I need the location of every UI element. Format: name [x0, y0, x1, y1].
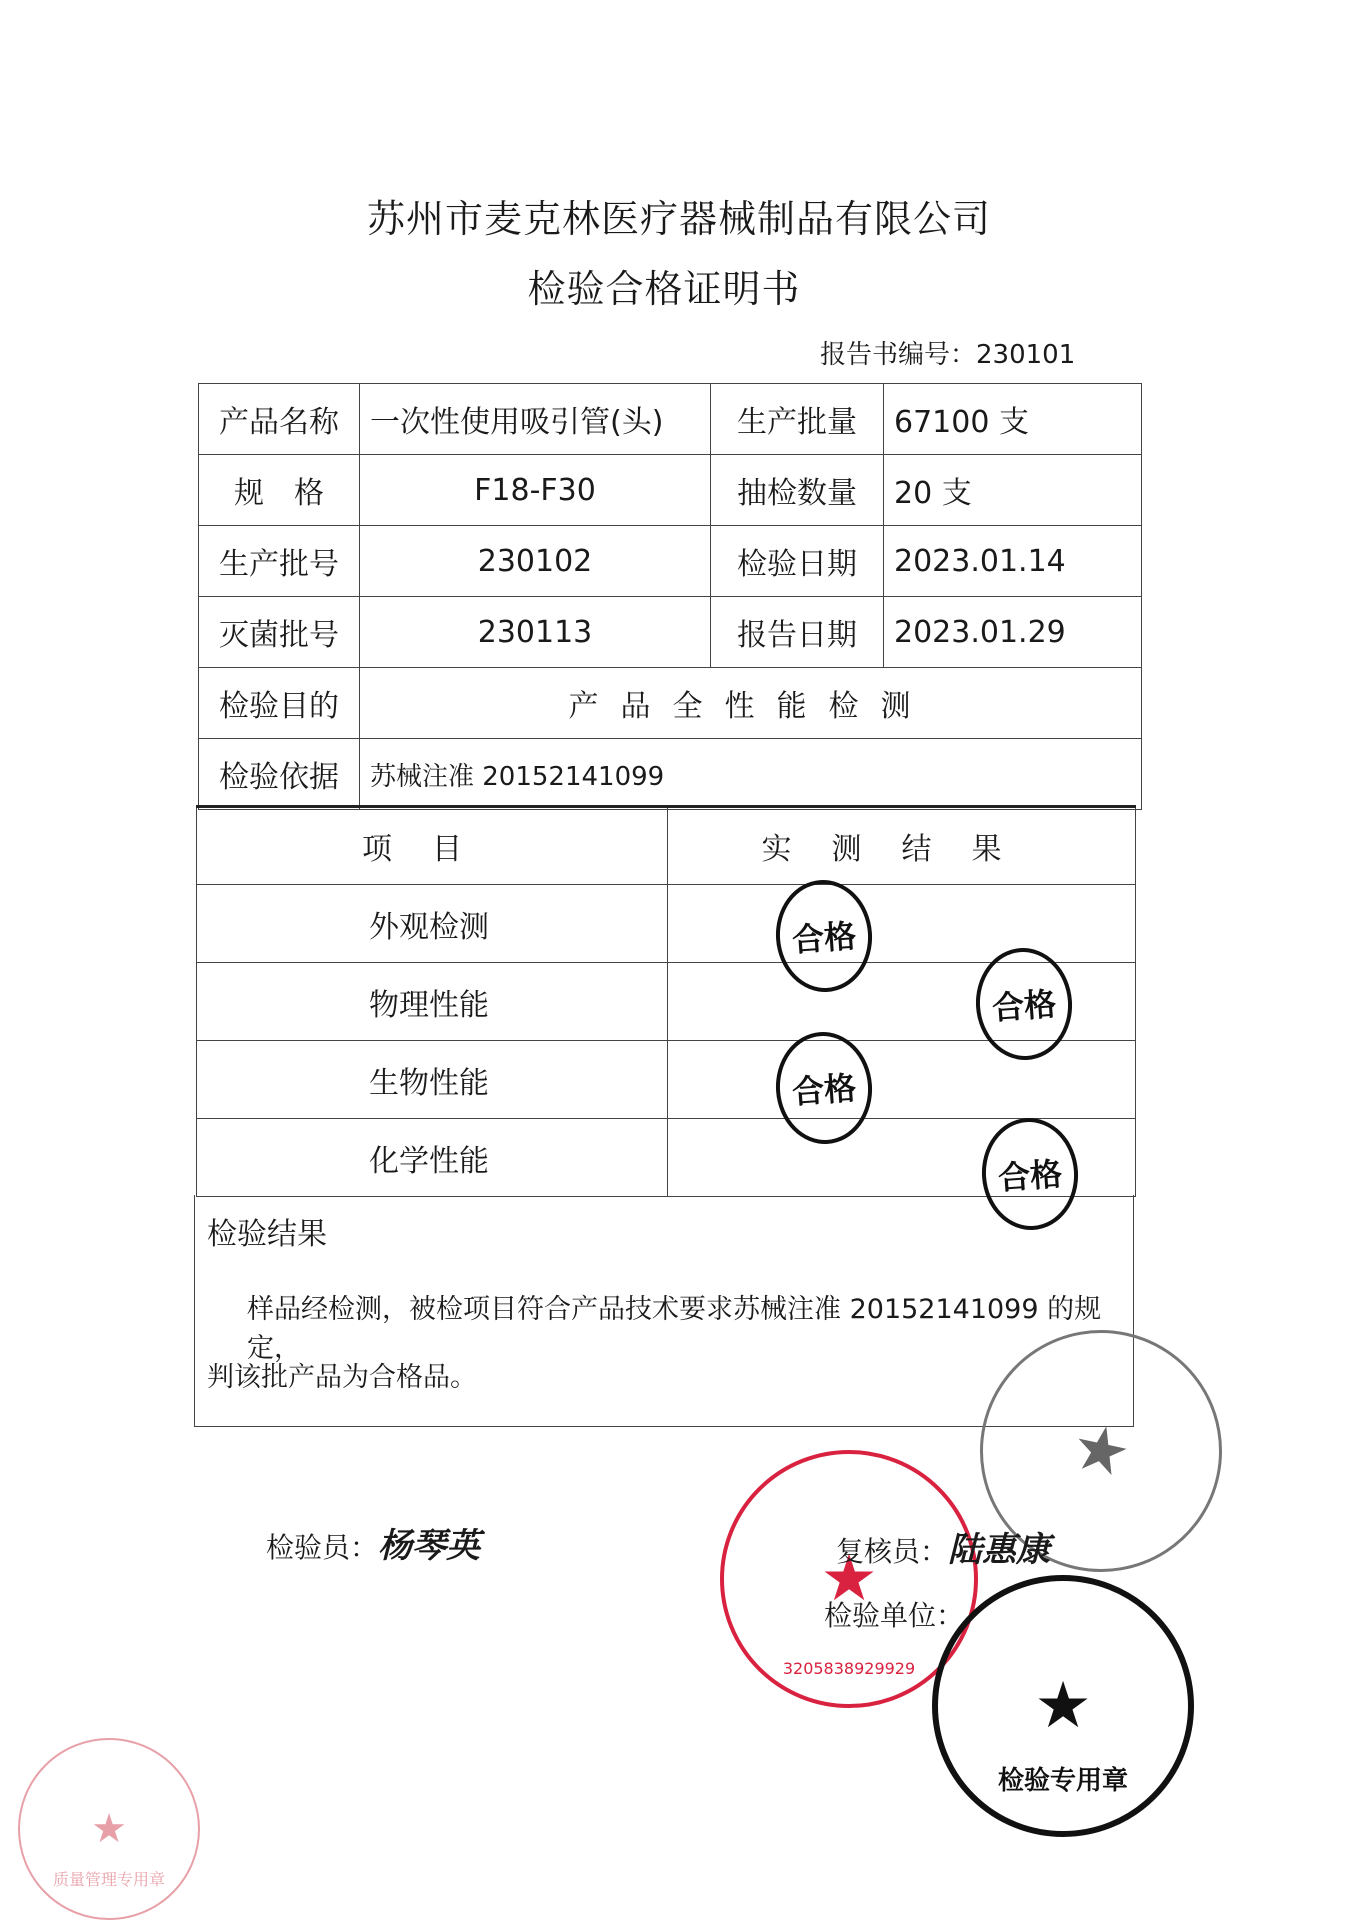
- result-conclusion: 判该批产品为合格品。: [207, 1362, 477, 1393]
- inspector-signature: 杨琴英: [378, 1526, 481, 1566]
- product-name-label: 产品名称: [199, 384, 360, 455]
- spec: F18-F30: [360, 455, 711, 526]
- report-date-label: 报告日期: [711, 597, 884, 668]
- inspection-date: 2023.01.14: [884, 526, 1142, 597]
- sample-qty: 20 支: [884, 455, 1142, 526]
- unit-line: [824, 1594, 964, 1634]
- seal-subtitle: 检验专用章: [997, 1766, 1128, 1796]
- table-row: [197, 885, 1136, 963]
- star-icon: ★: [820, 1542, 878, 1616]
- inspection-result-section: [194, 1195, 1134, 1427]
- document-title: 检验合格证明书: [527, 267, 801, 311]
- pass-stamp: 合格: [972, 945, 1076, 1063]
- report-date: 2023.01.29: [884, 597, 1142, 668]
- star-icon: ★: [1065, 1408, 1137, 1494]
- table-header-row: [197, 807, 1136, 885]
- batch-qty: 67100 支: [884, 384, 1142, 455]
- table-row: [199, 384, 1142, 455]
- table-row: [199, 455, 1142, 526]
- column-header-item: 项目: [197, 807, 668, 885]
- result-title: 检验结果: [207, 1217, 327, 1252]
- inspector-label: 检验员：: [266, 1531, 379, 1564]
- table-row: [199, 597, 1142, 668]
- result-text: 样品经检测，被检项目符合产品技术要求苏械注准 20152141099 的规定，: [247, 1294, 1102, 1364]
- pass-stamp: 合格: [978, 1115, 1082, 1233]
- reviewer-label: 复核员：: [836, 1535, 949, 1568]
- product-name: 一次性使用吸引管(头): [360, 384, 711, 455]
- item-name: 物理性能: [197, 963, 668, 1041]
- inspection-date-label: 检验日期: [711, 526, 884, 597]
- purpose-label: 检验目的: [199, 668, 360, 739]
- basis-label: 检验依据: [199, 739, 360, 810]
- pass-stamp: 合格: [772, 877, 876, 995]
- table-row: [197, 1041, 1136, 1119]
- sterilization-lot-label: 灭菌批号: [199, 597, 360, 668]
- purpose: 产品全性能检测: [360, 668, 1142, 739]
- item-name: 化学性能: [197, 1119, 668, 1197]
- sterilization-lot: 230113: [360, 597, 711, 668]
- seal-code: 3205838929929: [782, 1659, 916, 1678]
- company-name: 苏州市麦克林医疗器械制品有限公司: [366, 197, 991, 241]
- report-number-value: 230101: [976, 340, 1076, 370]
- column-header-result: 实测结果: [668, 807, 1136, 885]
- batch-qty-label: 生产批量: [711, 384, 884, 455]
- star-icon: ★: [91, 1806, 127, 1852]
- star-icon: ★: [1034, 1669, 1092, 1743]
- table-row: [199, 526, 1142, 597]
- inspector-line: [266, 1518, 480, 1567]
- inspection-seal: [932, 1575, 1194, 1837]
- sample-qty-label: 抽检数量: [711, 455, 884, 526]
- spec-label: 规 格: [199, 455, 360, 526]
- production-lot-label: 生产批号: [199, 526, 360, 597]
- product-info-table: [198, 383, 1142, 810]
- item-name: 外观检测: [197, 885, 668, 963]
- reviewer-signature: 陆惠康: [948, 1530, 1051, 1570]
- reviewer-line: [836, 1522, 1050, 1571]
- basis: 苏械注准 20152141099: [360, 739, 1142, 810]
- table-row: [199, 739, 1142, 810]
- report-number-label: 报告书编号：: [820, 340, 977, 370]
- pass-stamp: 合格: [772, 1029, 876, 1147]
- report-number: [820, 334, 1075, 371]
- seal-subtitle: 质量管理专用章: [52, 1870, 165, 1889]
- item-name: 生物性能: [197, 1041, 668, 1119]
- pink-quality-seal: [18, 1738, 200, 1920]
- table-row: [199, 668, 1142, 739]
- production-lot: 230102: [360, 526, 711, 597]
- unit-label: 检验单位：: [824, 1599, 965, 1632]
